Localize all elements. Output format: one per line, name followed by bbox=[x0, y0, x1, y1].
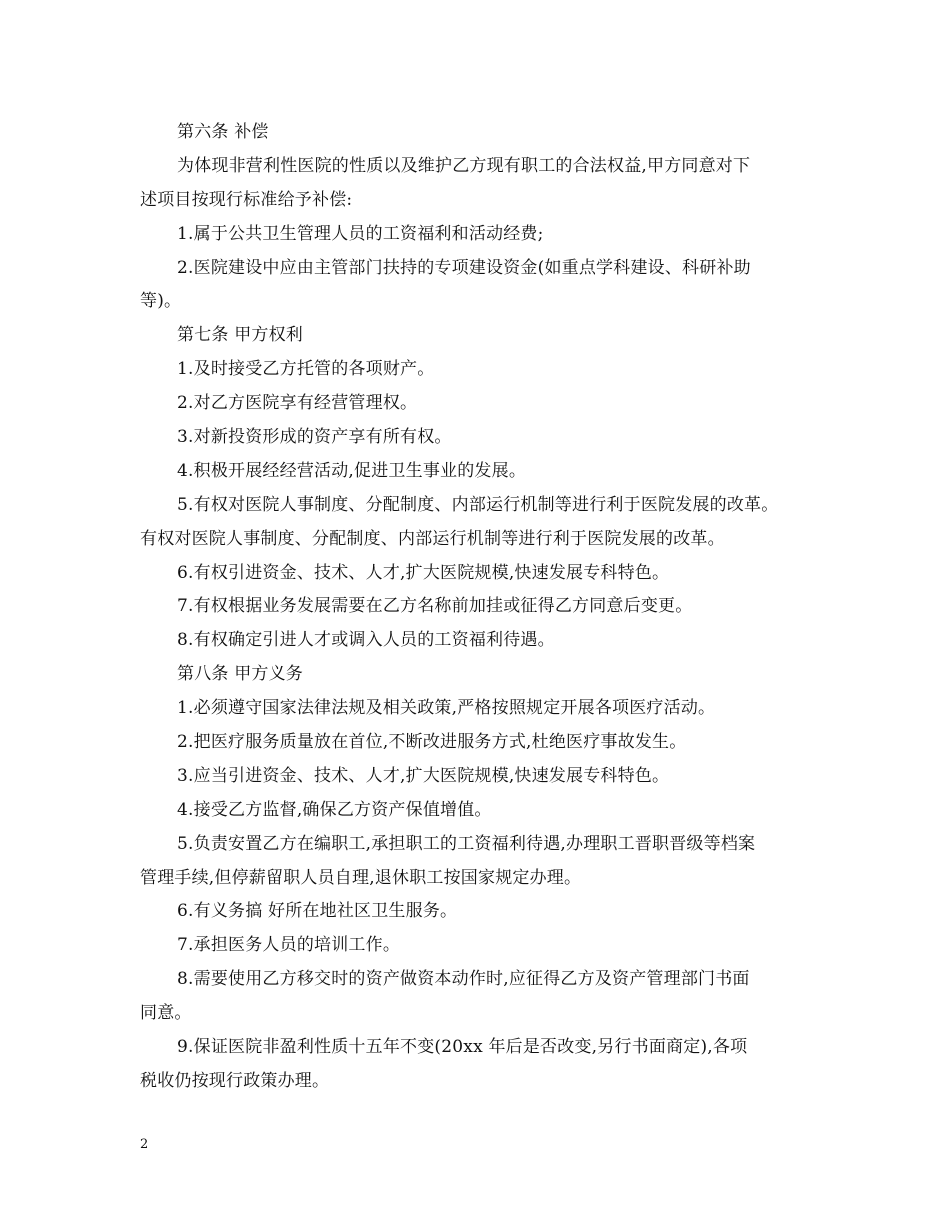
text-line: 1.及时接受乙方托管的各项财产。 bbox=[177, 359, 435, 380]
text-line: 2.医院建设中应由主管部门扶持的专项建设资金(如重点学科建设、科研补助 bbox=[177, 257, 751, 278]
text-line: 第六条 补偿 bbox=[177, 122, 269, 142]
page-number: 2 bbox=[140, 1137, 149, 1152]
document-body bbox=[140, 116, 830, 1099]
text-line: 8.需要使用乙方移交时的资产做资本动作时,应征得乙方及资产管理部门书面 bbox=[177, 969, 750, 990]
text-line: 管理手续,但停薪留职人员自理,退休职工按国家规定办理。 bbox=[140, 867, 582, 888]
text-line: 6.有义务搞 好所在地社区卫生服务。 bbox=[177, 901, 458, 922]
text-line: 等)。 bbox=[140, 291, 182, 312]
text-line: 7.承担医务人员的培训工作。 bbox=[177, 935, 401, 956]
text-line: 1.必须遵守国家法律法规及相关政策,严格按照规定开展各项医疗活动。 bbox=[177, 698, 716, 719]
text-line: 同意。 bbox=[140, 1003, 192, 1024]
text-line: 5.有权对医院人事制度、分配制度、内部运行机制等进行利于医院发展的改革。 bbox=[177, 494, 779, 515]
text-line: 为体现非营利性医院的性质以及维护乙方现有职工的合法权益,甲方同意对下 bbox=[177, 155, 751, 176]
text-line: 述项目按现行标准给予补偿: bbox=[140, 189, 353, 210]
text-line: 3.对新投资形成的资产享有所有权。 bbox=[177, 427, 452, 448]
text-line: 1.属于公共卫生管理人员的工资福利和活动经费; bbox=[177, 223, 544, 244]
text-line: 有权对医院人事制度、分配制度、内部运行机制等进行利于医院发展的改革。 bbox=[140, 528, 725, 549]
text-line: 3.应当引进资金、技术、人才,扩大医院规模,快速发展专科特色。 bbox=[177, 765, 670, 786]
text-line: 9.保证医院非盈利性质十五年不变(20xx 年后是否改变,另行书面商定),各项 bbox=[177, 1037, 748, 1058]
text-line: 2.对乙方医院享有经营管理权。 bbox=[177, 393, 418, 414]
text-line: 4.积极开展经经营活动,促进卫生事业的发展。 bbox=[177, 460, 527, 481]
text-line: 6.有权引进资金、技术、人才,扩大医院规模,快速发展专科特色。 bbox=[177, 562, 670, 583]
text-line: 4.接受乙方监督,确保乙方资产保值增值。 bbox=[177, 799, 492, 820]
text-line: 税收仍按现行政策办理。 bbox=[140, 1070, 330, 1091]
text-line: 7.有权根据业务发展需要在乙方名称前加挂或征得乙方同意后变更。 bbox=[177, 596, 693, 617]
text-line: 8.有权确定引进人才或调入人员的工资福利待遇。 bbox=[177, 630, 555, 651]
text-line: 5.负责安置乙方在编职工,承担职工的工资福利待遇,办理职工晋职晋级等档案 bbox=[177, 833, 756, 854]
text-line: 2.把医疗服务质量放在首位,不断改进服务方式,杜绝医疗事故发生。 bbox=[177, 732, 687, 753]
text-line: 第八条 甲方义务 bbox=[177, 664, 304, 685]
text-line: 第七条 甲方权利 bbox=[177, 325, 304, 346]
